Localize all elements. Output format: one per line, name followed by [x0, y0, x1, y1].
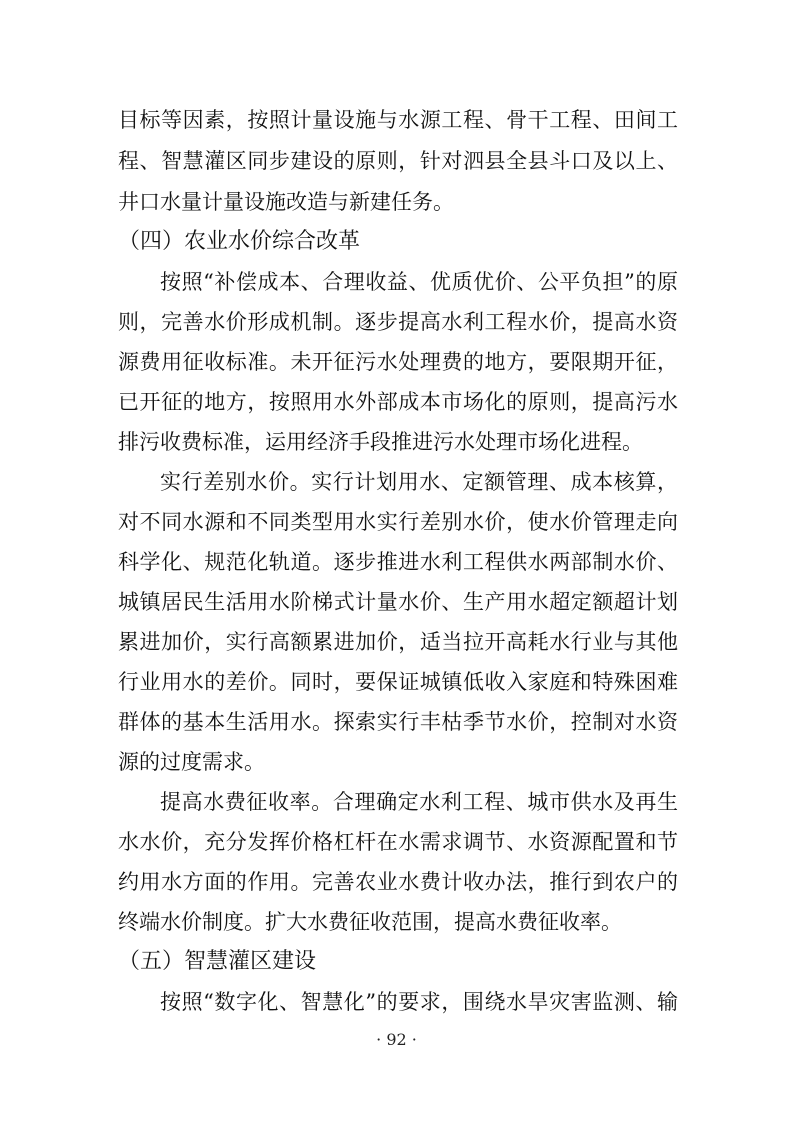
text-line — [0, 902, 793, 942]
line-text: 程、智慧灌区同步建设的原则，针对泗县全县斗口及以上、 — [118, 149, 678, 173]
line-text: 城镇居民生活用水阶梯式计量水价、生产用水超定额超计划 — [118, 590, 678, 614]
text-line — [0, 582, 793, 622]
line-text: 目标等因素，按照计量设施与水源工程、骨干工程、田间工 — [118, 108, 678, 132]
line-text: 累进加价，实行高额累进加价，适当拉开高耗水行业与其他 — [118, 630, 678, 654]
heading-text: （五）智慧灌区建设 — [118, 949, 317, 974]
text-line — [0, 262, 793, 302]
line-text: 源费用征收标准。未开征污水处理费的地方，要限期开征， — [118, 350, 678, 374]
section-heading — [0, 222, 793, 262]
line-text: 源的过度需求。 — [118, 750, 265, 774]
line-text: 按照“补偿成本、合理收益、优质优价、公平负担”的原 — [160, 270, 678, 294]
line-text: 提高水费征收率。合理确定水利工程、城市供水及再生 — [160, 790, 678, 814]
text-line — [0, 182, 793, 222]
text-line — [0, 302, 793, 342]
line-text: 对不同水源和不同类型用水实行差别水价，使水价管理走向 — [118, 510, 678, 534]
text-line — [0, 342, 793, 382]
line-text: 井口水量计量设施改造与新建任务。 — [118, 190, 454, 214]
text-line — [0, 782, 793, 822]
text-line — [0, 622, 793, 662]
line-text: 水水价，充分发挥价格杠杆在水需求调节、水资源配置和节 — [118, 830, 678, 854]
page-number: · 92 · — [376, 1030, 417, 1049]
text-line — [0, 141, 793, 181]
line-text: 排污收费标准，运用经济手段推进污水处理市场化进程。 — [118, 430, 643, 454]
line-text: 已开征的地方，按照用水外部成本市场化的原则，提高污水 — [118, 390, 678, 414]
text-line — [0, 382, 793, 422]
line-text: 实行差别水价。实行计划用水、定额管理、成本核算， — [160, 470, 678, 494]
line-text: 行业用水的差价。同时，要保证城镇低收入家庭和特殊困难 — [118, 670, 678, 694]
line-text: 科学化、规范化轨道。逐步推进水利工程供水两部制水价、 — [118, 550, 678, 574]
text-line — [0, 862, 793, 902]
text-line — [0, 742, 793, 782]
line-text: 群体的基本生活用水。探索实行丰枯季节水价，控制对水资 — [118, 710, 678, 734]
line-text: 则，完善水价形成机制。逐步提高水利工程水价，提高水资 — [118, 310, 678, 334]
text-line — [0, 662, 793, 702]
line-text: 约用水方面的作用。完善农业水费计收办法，推行到农户的 — [118, 870, 678, 894]
text-line — [0, 422, 793, 462]
line-text: 按照“数字化、智慧化”的要求，围绕水旱灾害监测、输 — [160, 990, 678, 1014]
text-line — [0, 822, 793, 862]
text-line — [0, 982, 793, 1022]
text-line — [0, 462, 793, 502]
heading-text: （四）农业水价综合改革 — [118, 229, 361, 254]
line-text: 终端水价制度。扩大水费征收范围，提高水费征收率。 — [118, 910, 622, 934]
text-line — [0, 100, 793, 140]
text-line — [0, 702, 793, 742]
text-line — [0, 542, 793, 582]
text-line — [0, 502, 793, 542]
section-heading — [0, 942, 793, 982]
